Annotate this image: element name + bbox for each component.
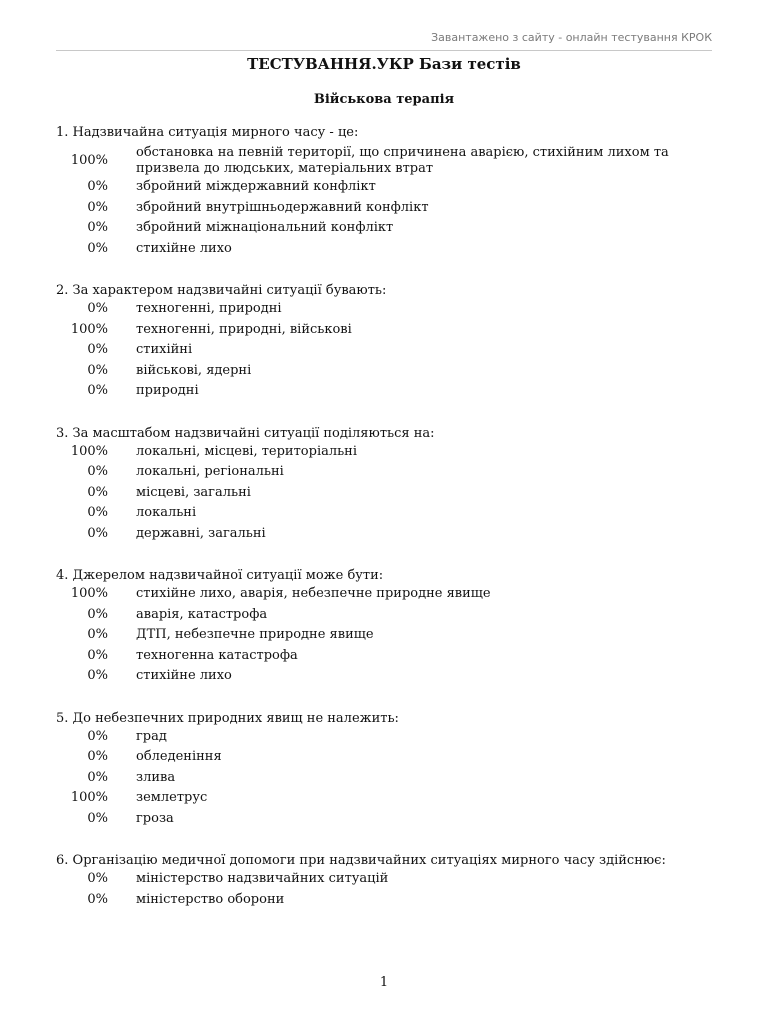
answer-percent: 0% bbox=[87, 871, 108, 886]
answer-percent: 0% bbox=[87, 810, 108, 826]
question-2 bbox=[56, 282, 712, 404]
question-list bbox=[56, 124, 712, 933]
answer-text: техногенні, природні, військові bbox=[136, 321, 352, 337]
answer-percent: 0% bbox=[87, 220, 108, 235]
answer-text: міністерство надзвичайних ситуацій bbox=[136, 871, 389, 886]
answer-text: ДТП, небезпечне природне явище bbox=[136, 627, 374, 642]
answer-percent: 0% bbox=[87, 769, 108, 785]
answer-option bbox=[56, 586, 712, 607]
question-text: 6. Організацію медичної допомоги при надзвичайних ситуаціях мирного часу здійснює: bbox=[56, 853, 666, 868]
answer-text: збройний міжнаціональний конфлікт bbox=[136, 220, 394, 235]
question-4 bbox=[56, 567, 712, 689]
answer-text: збройний внутрішньодержавний конфлікт bbox=[136, 199, 429, 215]
answer-text: обстановка на певній території, що спричинена аварією, стихійним лихом та призвела до людських, матеріальних втрат bbox=[136, 145, 669, 176]
answer-percent: 0% bbox=[87, 179, 108, 194]
answer-percent: 0% bbox=[87, 525, 108, 541]
answer-text: локальні, регіональні bbox=[136, 464, 284, 479]
answer-percent: 0% bbox=[87, 383, 108, 398]
answer-percent: 100% bbox=[70, 790, 108, 805]
answer-percent: 0% bbox=[87, 891, 108, 907]
answer-text: стихійні bbox=[136, 342, 193, 357]
question-3 bbox=[56, 425, 712, 547]
answer-percent: 100% bbox=[70, 321, 108, 337]
answer-option bbox=[56, 790, 712, 811]
question-text: 1. Надзвичайна ситуація мирного часу - це: bbox=[56, 125, 359, 140]
answer-percent: 100% bbox=[70, 443, 108, 459]
answer-text: аварія, катастрофа bbox=[136, 606, 268, 622]
question-text: 4. Джерелом надзвичайної ситуації може бути: bbox=[56, 568, 384, 583]
answer-percent: 0% bbox=[87, 240, 108, 256]
answer-option bbox=[56, 770, 712, 791]
answer-text: міністерство оборони bbox=[136, 891, 285, 907]
answer-percent: 100% bbox=[70, 153, 108, 168]
page-number: 1 bbox=[379, 975, 389, 990]
answer-percent: 0% bbox=[87, 505, 108, 520]
answer-percent: 0% bbox=[87, 647, 108, 663]
answer-text: злива bbox=[136, 769, 176, 785]
answer-percent: 0% bbox=[87, 749, 108, 764]
answer-text: державні, загальні bbox=[136, 525, 266, 541]
answer-option bbox=[56, 627, 712, 648]
answer-text: техногенні, природні bbox=[136, 301, 282, 316]
question-5 bbox=[56, 710, 712, 832]
answer-option bbox=[56, 526, 712, 547]
answer-option bbox=[56, 241, 712, 262]
answer-text: стихійне лихо bbox=[136, 668, 232, 683]
document-title: ТЕСТУВАННЯ.УКР Бази тестів bbox=[247, 55, 521, 73]
answer-percent: 0% bbox=[87, 301, 108, 316]
question-text: 2. За характером надзвичайні ситуації бувають: bbox=[56, 283, 387, 298]
answer-option bbox=[56, 322, 712, 343]
answer-option bbox=[56, 668, 712, 689]
answer-text: локальні, місцеві, територіальні bbox=[136, 443, 358, 459]
question-text: 3. За масштабом надзвичайні ситуації поділяються на: bbox=[56, 425, 435, 441]
answer-percent: 0% bbox=[87, 362, 108, 378]
answer-percent: 100% bbox=[70, 586, 108, 601]
answer-option bbox=[56, 485, 712, 506]
source-note: Завантажено з сайту - онлайн тестування КРОК bbox=[431, 31, 712, 44]
answer-option bbox=[56, 729, 712, 750]
document-subtitle: Військова терапія bbox=[313, 92, 455, 107]
answer-option bbox=[56, 607, 712, 628]
answer-text: стихійне лихо bbox=[136, 240, 232, 256]
answer-option bbox=[56, 363, 712, 384]
answer-option bbox=[56, 444, 712, 465]
answer-text: землетрус bbox=[136, 790, 208, 805]
answer-option bbox=[56, 301, 712, 322]
answer-text: гроза bbox=[136, 810, 174, 826]
answer-option bbox=[56, 342, 712, 363]
answer-option bbox=[56, 892, 712, 913]
answer-option bbox=[56, 648, 712, 669]
page-header bbox=[56, 30, 712, 51]
answer-percent: 0% bbox=[87, 484, 108, 500]
answer-option bbox=[56, 220, 712, 241]
answer-percent: 0% bbox=[87, 627, 108, 642]
answer-text: військові, ядерні bbox=[136, 362, 252, 378]
answer-option bbox=[56, 383, 712, 404]
question-1 bbox=[56, 124, 712, 261]
answer-option bbox=[56, 179, 712, 200]
answer-text: обледеніння bbox=[136, 749, 222, 764]
answer-option bbox=[56, 871, 712, 892]
answer-text: стихійне лихо, аварія, небезпечне природне явище bbox=[136, 586, 491, 601]
answer-percent: 0% bbox=[87, 606, 108, 622]
question-6 bbox=[56, 852, 712, 912]
answer-text: техногенна катастрофа bbox=[136, 647, 298, 663]
answer-percent: 0% bbox=[87, 464, 108, 479]
answer-option bbox=[56, 143, 712, 179]
answer-percent: 0% bbox=[87, 342, 108, 357]
answer-option bbox=[56, 811, 712, 832]
answer-percent: 0% bbox=[87, 668, 108, 683]
answer-option bbox=[56, 749, 712, 770]
answer-text: локальні bbox=[136, 505, 197, 520]
answer-option bbox=[56, 200, 712, 221]
answer-option bbox=[56, 505, 712, 526]
answer-option bbox=[56, 464, 712, 485]
answer-percent: 0% bbox=[87, 728, 108, 744]
question-text: 5. До небезпечних природних явищ не належить: bbox=[56, 710, 399, 726]
answer-percent: 0% bbox=[87, 199, 108, 215]
answer-text: збройний міждержавний конфлікт bbox=[136, 179, 376, 194]
answer-text: природні bbox=[136, 383, 199, 398]
answer-text: місцеві, загальні bbox=[136, 484, 251, 500]
answer-text: град bbox=[136, 728, 167, 744]
